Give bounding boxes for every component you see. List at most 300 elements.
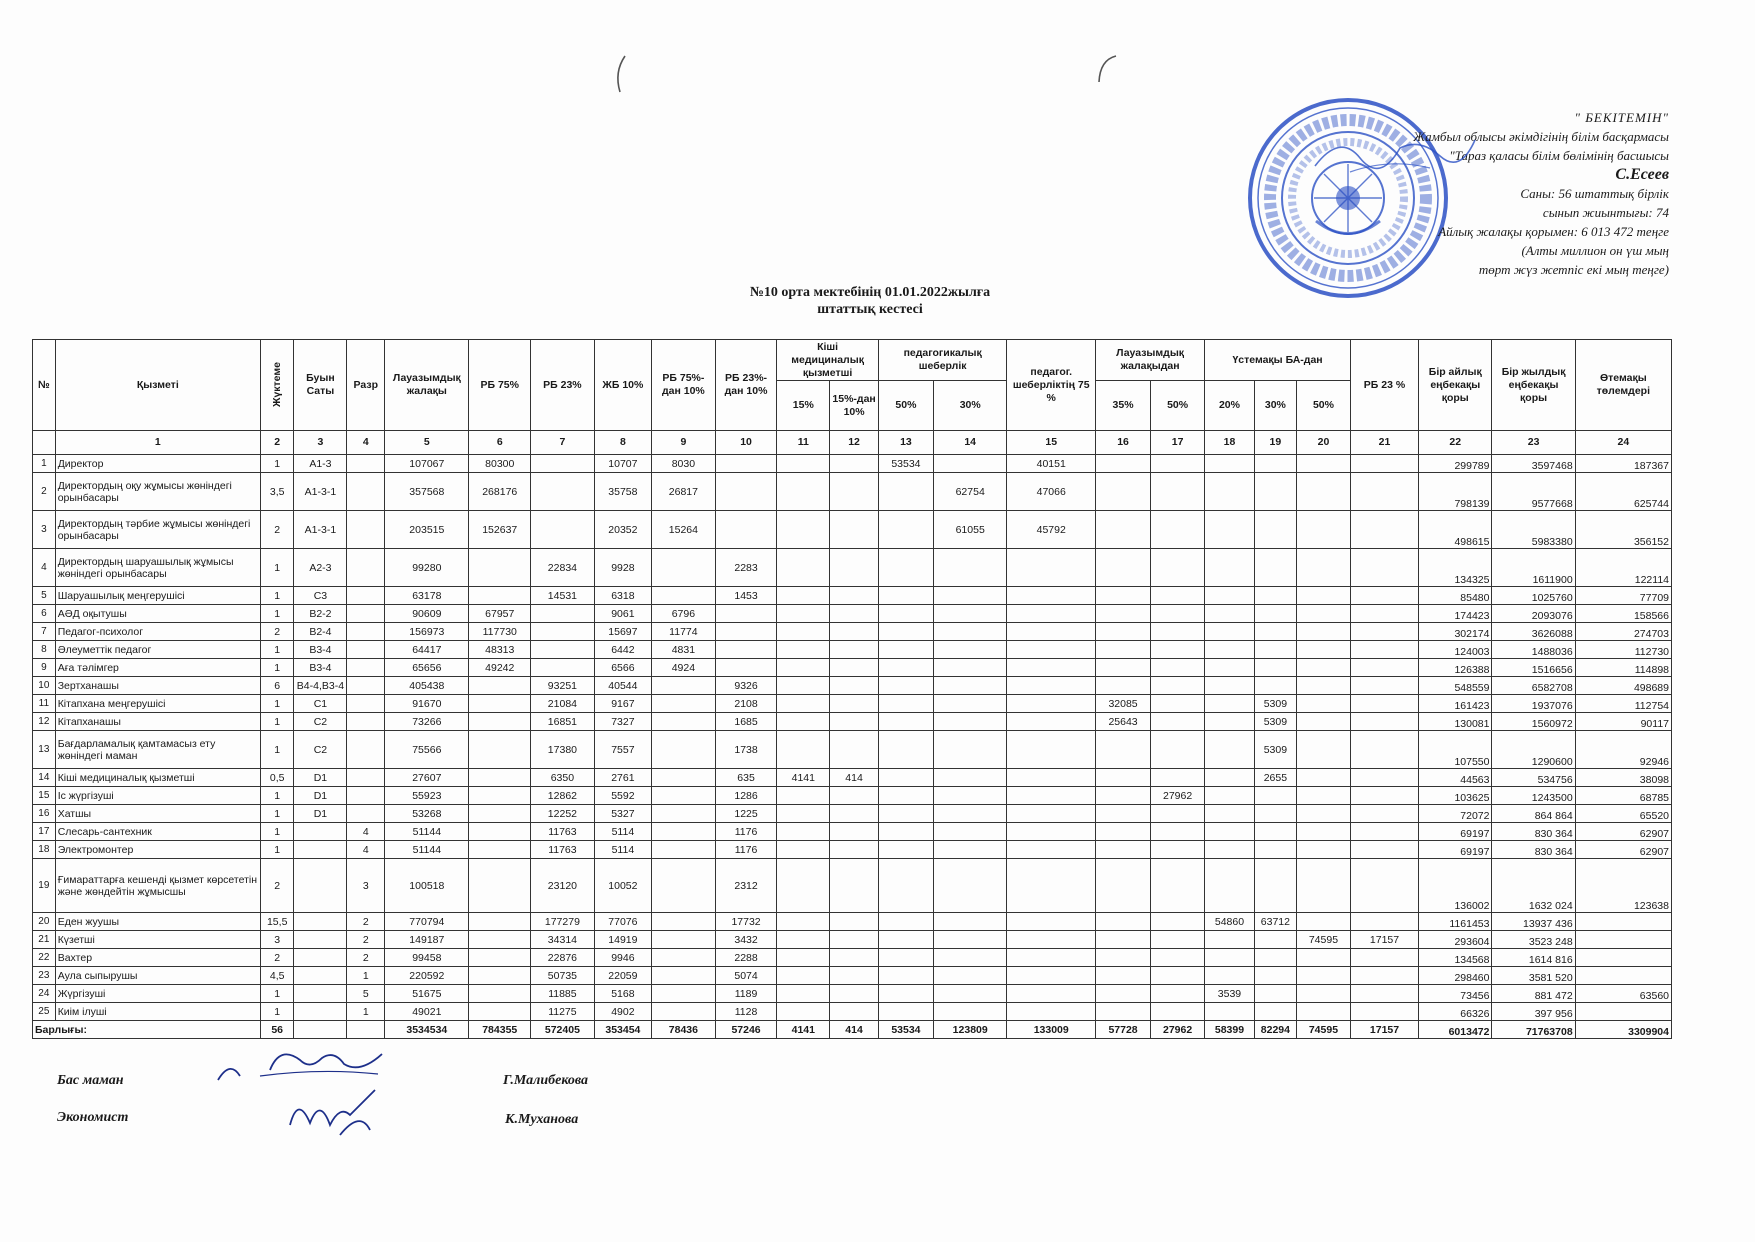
value-cell: 17157 — [1350, 931, 1418, 949]
fund-cell — [1575, 949, 1671, 967]
value-cell — [933, 787, 1006, 805]
value-cell — [1007, 1003, 1096, 1021]
value-cell — [1296, 949, 1350, 967]
column-number: 12 — [830, 431, 879, 455]
value-cell — [715, 659, 777, 677]
position-name: Хатшы — [55, 805, 260, 823]
value-cell: 1 — [260, 605, 293, 623]
value-cell — [294, 841, 347, 859]
total-cell: 3534534 — [385, 1021, 469, 1039]
value-cell — [1205, 549, 1255, 587]
value-cell — [469, 787, 531, 805]
table-row — [33, 659, 1672, 677]
fund-cell: 293604 — [1419, 931, 1492, 949]
value-cell — [1254, 641, 1296, 659]
value-cell — [878, 949, 933, 967]
position-name: Слесарь-сантехник — [55, 823, 260, 841]
total-cell — [294, 1021, 347, 1039]
value-cell: 32085 — [1096, 695, 1151, 713]
value-cell — [1151, 859, 1205, 913]
column-number: 13 — [878, 431, 933, 455]
value-cell: 1 — [260, 455, 293, 473]
value-cell — [1151, 641, 1205, 659]
position-name: Күзетші — [55, 931, 260, 949]
value-cell — [1296, 913, 1350, 931]
table-row — [33, 967, 1672, 985]
chief-name: Г.Малибекова — [503, 1073, 589, 1088]
value-cell — [1205, 841, 1255, 859]
approval-line-1: Жамбыл облысы әкімдігінің білім басқармасы — [1413, 129, 1669, 144]
value-cell — [1205, 695, 1255, 713]
row-number: 2 — [33, 473, 56, 511]
table-row — [33, 677, 1672, 695]
value-cell — [1007, 913, 1096, 931]
value-cell — [652, 949, 716, 967]
value-cell — [1096, 967, 1151, 985]
value-cell: 1 — [260, 695, 293, 713]
position-name: Аға тәлімгер — [55, 659, 260, 677]
value-cell — [294, 931, 347, 949]
value-cell — [933, 913, 1006, 931]
fund-cell: 44563 — [1419, 769, 1492, 787]
value-cell — [1151, 511, 1205, 549]
fund-cell: 5983380 — [1492, 511, 1575, 549]
value-cell — [878, 985, 933, 1003]
value-cell — [777, 641, 830, 659]
value-cell — [1151, 967, 1205, 985]
value-cell — [933, 731, 1006, 769]
total-cell: 58399 — [1205, 1021, 1255, 1039]
value-cell — [652, 769, 716, 787]
table-row — [33, 549, 1672, 587]
value-cell: 1 — [260, 641, 293, 659]
column-number: 22 — [1419, 431, 1492, 455]
fund-cell: 107550 — [1419, 731, 1492, 769]
total-cell: 4141 — [777, 1021, 830, 1039]
column-number: 14 — [933, 431, 1006, 455]
approval-line-7: төрт жүз жетпіс екі мың теңге) — [1478, 262, 1669, 277]
value-cell — [1205, 605, 1255, 623]
value-cell: А1-3-1 — [294, 511, 347, 549]
value-cell — [878, 659, 933, 677]
table-row — [33, 641, 1672, 659]
table-row — [33, 931, 1672, 949]
header-rb75-10: РБ 75%-дан 10% — [652, 340, 716, 431]
value-cell — [777, 695, 830, 713]
value-cell — [1007, 713, 1096, 731]
value-cell — [933, 985, 1006, 1003]
total-cell: 572405 — [531, 1021, 595, 1039]
value-cell — [1007, 967, 1096, 985]
value-cell — [1205, 677, 1255, 695]
fund-cell: 1611900 — [1492, 549, 1575, 587]
fund-cell: 38098 — [1575, 769, 1671, 787]
value-cell: 12862 — [531, 787, 595, 805]
value-cell — [1254, 455, 1296, 473]
value-cell — [1296, 731, 1350, 769]
value-cell: 40151 — [1007, 455, 1096, 473]
header-no: № — [33, 340, 56, 431]
total-cell: 3309904 — [1575, 1021, 1671, 1039]
position-name: Директордың тәрбие жұмысы жөніндегі орынбасары — [55, 511, 260, 549]
total-cell: 133009 — [1007, 1021, 1096, 1039]
fund-cell: 134325 — [1419, 549, 1492, 587]
fund-cell: 65520 — [1575, 805, 1671, 823]
value-cell: 11763 — [531, 823, 595, 841]
value-cell — [878, 913, 933, 931]
value-cell: 22059 — [594, 967, 651, 985]
value-cell — [1096, 731, 1151, 769]
fund-cell: 830 364 — [1492, 841, 1575, 859]
value-cell — [777, 787, 830, 805]
value-cell — [777, 713, 830, 731]
fund-cell: 498615 — [1419, 511, 1492, 549]
total-cell: 78436 — [652, 1021, 716, 1039]
total-cell: 82294 — [1254, 1021, 1296, 1039]
fund-cell: 187367 — [1575, 455, 1671, 473]
value-cell: 2312 — [715, 859, 777, 913]
value-cell — [933, 623, 1006, 641]
value-cell — [1350, 623, 1418, 641]
value-cell — [933, 769, 1006, 787]
value-cell — [469, 841, 531, 859]
value-cell — [1254, 473, 1296, 511]
value-cell — [878, 549, 933, 587]
value-cell — [347, 769, 385, 787]
value-cell — [652, 913, 716, 931]
row-number: 23 — [33, 967, 56, 985]
value-cell — [1205, 787, 1255, 805]
fund-cell — [1575, 1003, 1671, 1021]
value-cell: 16851 — [531, 713, 595, 731]
value-cell — [830, 605, 879, 623]
value-cell — [933, 859, 1006, 913]
value-cell: 100518 — [385, 859, 469, 913]
value-cell: 1 — [347, 967, 385, 985]
value-cell: 1176 — [715, 841, 777, 859]
value-cell — [777, 1003, 830, 1021]
value-cell: 152637 — [469, 511, 531, 549]
value-cell: 5327 — [594, 805, 651, 823]
value-cell: 5309 — [1254, 731, 1296, 769]
header-comp: Өтемақы төлемдері — [1575, 340, 1671, 431]
value-cell — [1205, 1003, 1255, 1021]
fund-cell: 274703 — [1575, 623, 1671, 641]
value-cell — [933, 713, 1006, 731]
total-cell: 17157 — [1350, 1021, 1418, 1039]
value-cell: 2 — [260, 511, 293, 549]
position-name: Директордың шаруашылық жұмысы жөніндегі орынбасары — [55, 549, 260, 587]
value-cell: 2655 — [1254, 769, 1296, 787]
position-name: Зертханашы — [55, 677, 260, 695]
value-cell — [1350, 913, 1418, 931]
value-cell: 54860 — [1205, 913, 1255, 931]
value-cell — [777, 841, 830, 859]
row-number: 9 — [33, 659, 56, 677]
total-cell: 71763708 — [1492, 1021, 1575, 1039]
value-cell — [777, 677, 830, 695]
header-rb23b: РБ 23 % — [1350, 340, 1418, 431]
value-cell — [1350, 967, 1418, 985]
value-cell — [1350, 859, 1418, 913]
value-cell: В3-4 — [294, 659, 347, 677]
value-cell — [878, 841, 933, 859]
column-number: 6 — [469, 431, 531, 455]
value-cell: 1 — [260, 731, 293, 769]
column-number: 16 — [1096, 431, 1151, 455]
fund-cell: 548559 — [1419, 677, 1492, 695]
row-number: 10 — [33, 677, 56, 695]
header-ped-skill-75: педагог. шеберліктің 75 % — [1007, 340, 1096, 431]
position-name: АӘД оқытушы — [55, 605, 260, 623]
value-cell — [294, 949, 347, 967]
column-number: 23 — [1492, 431, 1575, 455]
value-cell — [777, 511, 830, 549]
fund-cell: 69197 — [1419, 823, 1492, 841]
value-cell — [347, 713, 385, 731]
value-cell: 51675 — [385, 985, 469, 1003]
value-cell: 99458 — [385, 949, 469, 967]
value-cell — [652, 787, 716, 805]
value-cell — [1350, 677, 1418, 695]
total-cell: 6013472 — [1419, 1021, 1492, 1039]
value-cell — [1096, 677, 1151, 695]
header-jm-15-10: 15%-дан 10% — [830, 381, 879, 431]
value-cell — [652, 985, 716, 1003]
value-cell: 4831 — [652, 641, 716, 659]
value-cell: В2-2 — [294, 605, 347, 623]
row-number: 3 — [33, 511, 56, 549]
header-load — [260, 340, 293, 431]
position-name: Еден жуушы — [55, 913, 260, 931]
total-cell — [347, 1021, 385, 1039]
value-cell — [469, 587, 531, 605]
value-cell — [469, 695, 531, 713]
value-cell — [1254, 623, 1296, 641]
value-cell — [1096, 787, 1151, 805]
total-cell: 57246 — [715, 1021, 777, 1039]
header-jm-15: 15% — [777, 381, 830, 431]
value-cell — [830, 587, 879, 605]
value-cell — [1254, 677, 1296, 695]
value-cell — [531, 659, 595, 677]
value-cell — [652, 823, 716, 841]
value-cell: 93251 — [531, 677, 595, 695]
value-cell: 107067 — [385, 455, 469, 473]
position-name: Кітапхана меңгерушісі — [55, 695, 260, 713]
fund-cell: 72072 — [1419, 805, 1492, 823]
value-cell — [1096, 623, 1151, 641]
value-cell: 14531 — [531, 587, 595, 605]
value-cell — [1096, 769, 1151, 787]
value-cell — [933, 677, 1006, 695]
value-cell — [1350, 841, 1418, 859]
header-rb75: РБ 75% — [469, 340, 531, 431]
row-number: 22 — [33, 949, 56, 967]
value-cell — [1254, 805, 1296, 823]
value-cell: 62754 — [933, 473, 1006, 511]
position-name: Вахтер — [55, 949, 260, 967]
value-cell: 45792 — [1007, 511, 1096, 549]
table-row — [33, 623, 1672, 641]
table-row — [33, 913, 1672, 931]
value-cell — [1254, 511, 1296, 549]
value-cell: 6442 — [594, 641, 651, 659]
value-cell: 770794 — [385, 913, 469, 931]
value-cell — [1205, 511, 1255, 549]
value-cell: С2 — [294, 731, 347, 769]
position-name: Әлеуметтік педагог — [55, 641, 260, 659]
header-bonus: Үстемақы БА-дан — [1205, 340, 1351, 381]
fund-cell: 136002 — [1419, 859, 1492, 913]
value-cell — [1007, 549, 1096, 587]
value-cell: 15697 — [594, 623, 651, 641]
row-number: 5 — [33, 587, 56, 605]
value-cell — [347, 455, 385, 473]
position-name: Ғимараттарға кешенді қызмет көрсететін және жөндейтін жұмысшы — [55, 859, 260, 913]
value-cell — [347, 695, 385, 713]
value-cell: 49242 — [469, 659, 531, 677]
value-cell: В3-4 — [294, 641, 347, 659]
value-cell — [1254, 787, 1296, 805]
fund-cell — [1575, 913, 1671, 931]
position-name: Аула сыпырушы — [55, 967, 260, 985]
value-cell — [1096, 473, 1151, 511]
value-cell — [933, 659, 1006, 677]
value-cell — [469, 677, 531, 695]
value-cell: В4-4,В3-4 — [294, 677, 347, 695]
value-cell — [830, 841, 879, 859]
value-cell — [1096, 1003, 1151, 1021]
value-cell — [1205, 967, 1255, 985]
value-cell — [1007, 787, 1096, 805]
column-number: 4 — [347, 431, 385, 455]
row-number: 17 — [33, 823, 56, 841]
value-cell — [1007, 823, 1096, 841]
value-cell — [294, 859, 347, 913]
title-line-2: штаттық кестесі — [817, 302, 923, 317]
value-cell — [652, 587, 716, 605]
value-cell: 4902 — [594, 1003, 651, 1021]
position-name: Кіші медициналық қызметші — [55, 769, 260, 787]
value-cell — [1350, 731, 1418, 769]
value-cell — [1151, 805, 1205, 823]
value-cell — [878, 605, 933, 623]
value-cell — [469, 823, 531, 841]
header-grade: Буын Саты — [294, 340, 347, 431]
value-cell — [1151, 949, 1205, 967]
value-cell — [1350, 473, 1418, 511]
fund-cell: 798139 — [1419, 473, 1492, 511]
value-cell — [1151, 549, 1205, 587]
value-cell — [1296, 659, 1350, 677]
fund-cell: 62907 — [1575, 841, 1671, 859]
column-number: 5 — [385, 431, 469, 455]
value-cell — [1350, 985, 1418, 1003]
value-cell: 1 — [260, 1003, 293, 1021]
table-row — [33, 841, 1672, 859]
fund-cell: 122114 — [1575, 549, 1671, 587]
value-cell — [1205, 949, 1255, 967]
value-cell: 27607 — [385, 769, 469, 787]
value-cell — [878, 731, 933, 769]
fund-cell: 498689 — [1575, 677, 1671, 695]
value-cell — [347, 731, 385, 769]
value-cell — [469, 731, 531, 769]
value-cell — [294, 967, 347, 985]
value-cell: 61055 — [933, 511, 1006, 549]
value-cell: 22834 — [531, 549, 595, 587]
value-cell: 90609 — [385, 605, 469, 623]
value-cell — [1296, 859, 1350, 913]
value-cell — [1007, 841, 1096, 859]
approval-line-3: Саны: 56 штаттық бірлік — [1520, 186, 1669, 201]
row-number: 14 — [33, 769, 56, 787]
value-cell — [777, 455, 830, 473]
column-number: 24 — [1575, 431, 1671, 455]
value-cell — [652, 731, 716, 769]
value-cell: 80300 — [469, 455, 531, 473]
total-row — [33, 1021, 1672, 1039]
punch-mark-left — [612, 54, 628, 94]
value-cell — [777, 967, 830, 985]
value-cell: 177279 — [531, 913, 595, 931]
approver-name: С.Есеев — [1615, 166, 1669, 183]
value-cell: 2 — [260, 623, 293, 641]
value-cell — [777, 623, 830, 641]
value-cell — [1254, 823, 1296, 841]
table-row — [33, 1003, 1672, 1021]
column-number-row — [33, 431, 1672, 455]
value-cell — [777, 913, 830, 931]
value-cell: 99280 — [385, 549, 469, 587]
value-cell: 67957 — [469, 605, 531, 623]
value-cell — [531, 605, 595, 623]
total-cell: 57728 — [1096, 1021, 1151, 1039]
punch-mark-right — [1096, 54, 1118, 84]
value-cell — [878, 473, 933, 511]
fund-cell: 85480 — [1419, 587, 1492, 605]
value-cell: 4,5 — [260, 967, 293, 985]
value-cell — [1296, 549, 1350, 587]
value-cell — [1096, 949, 1151, 967]
value-cell — [1296, 769, 1350, 787]
value-cell: 6796 — [652, 605, 716, 623]
value-cell: 7557 — [594, 731, 651, 769]
value-cell — [1254, 949, 1296, 967]
column-number: 15 — [1007, 431, 1096, 455]
fund-cell: 63560 — [1575, 985, 1671, 1003]
value-cell — [1205, 731, 1255, 769]
header-load-text: Жүктеме — [270, 362, 283, 408]
value-cell — [777, 731, 830, 769]
value-cell: 5 — [347, 985, 385, 1003]
staffing-table — [32, 339, 1672, 1039]
value-cell — [830, 677, 879, 695]
value-cell: 156973 — [385, 623, 469, 641]
value-cell — [777, 605, 830, 623]
fund-cell: 1614 816 — [1492, 949, 1575, 967]
value-cell — [1254, 605, 1296, 623]
value-cell — [1205, 641, 1255, 659]
value-cell — [1096, 913, 1151, 931]
value-cell — [1151, 823, 1205, 841]
chief-signature-icon — [210, 1040, 390, 1090]
value-cell — [1296, 511, 1350, 549]
total-cell: 56 — [260, 1021, 293, 1039]
header-ps-50: 50% — [878, 381, 933, 431]
value-cell — [1296, 641, 1350, 659]
